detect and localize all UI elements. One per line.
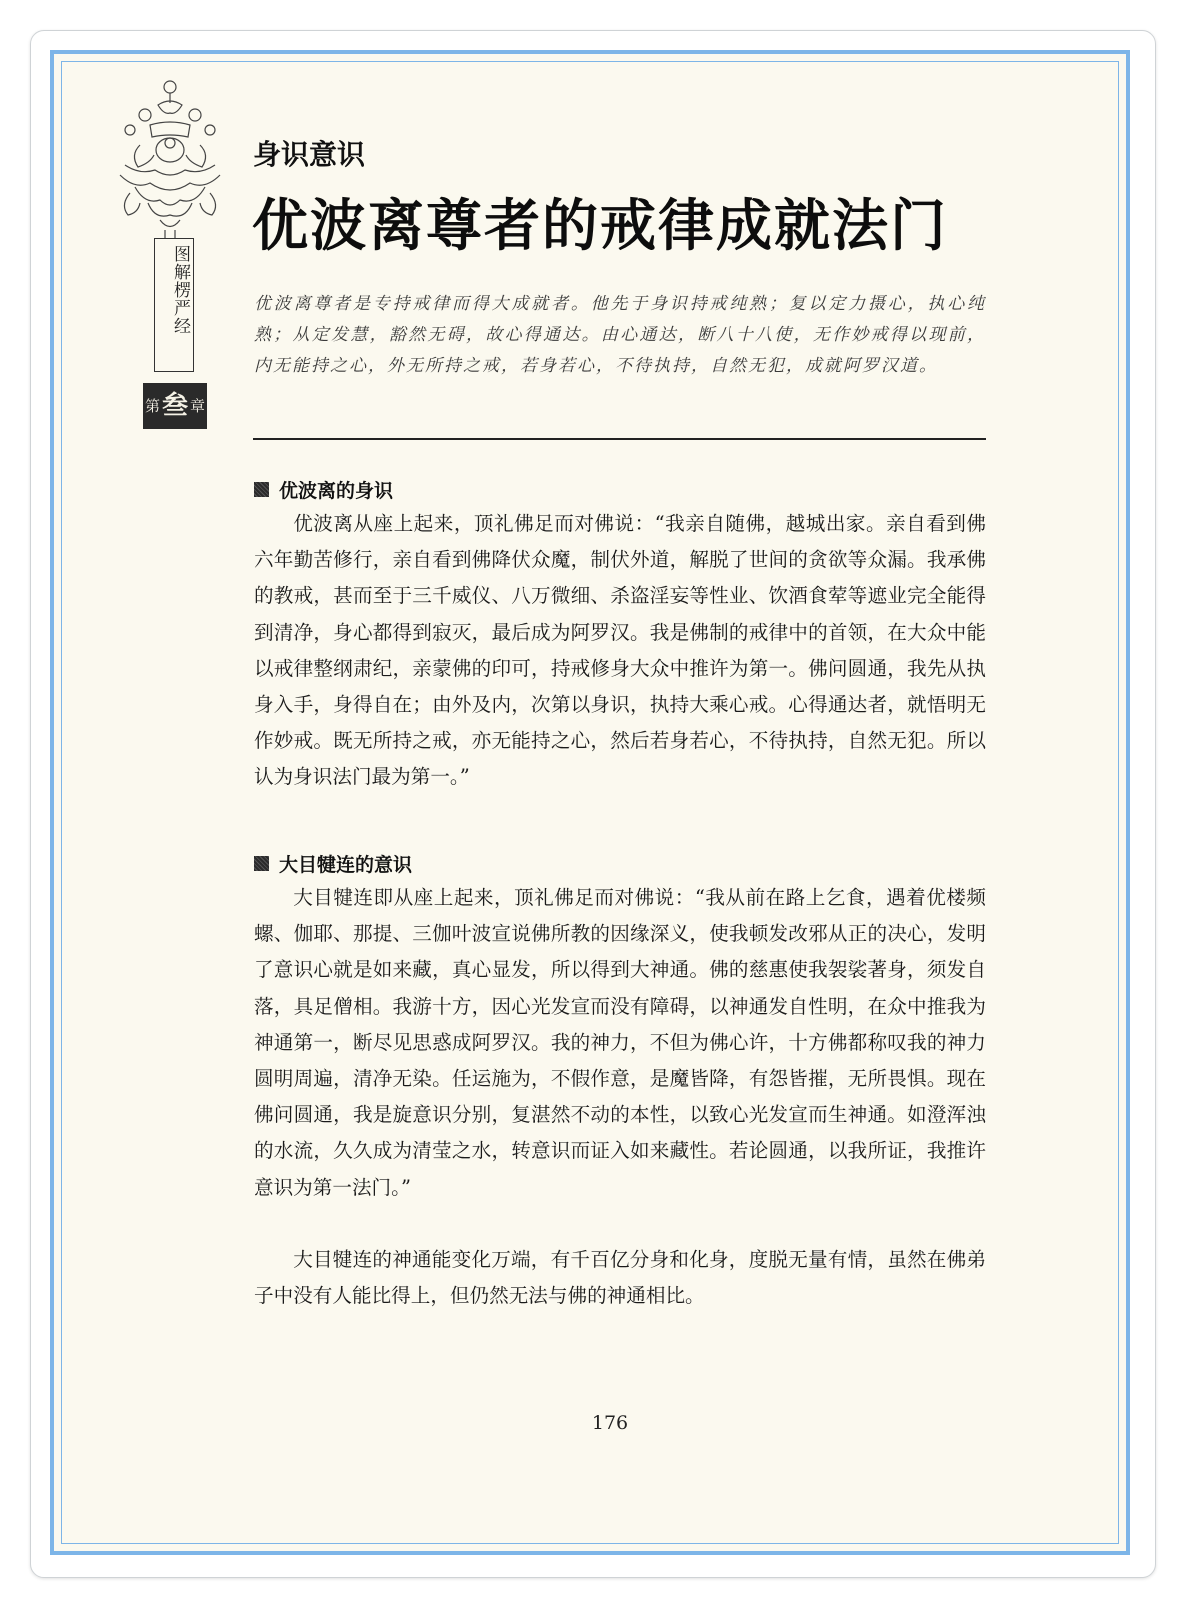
title-divider [253, 438, 986, 440]
section-bullet-icon [254, 482, 269, 497]
chapter-prefix: 第 [144, 397, 160, 415]
section-heading-text: 优波离的身识 [279, 480, 394, 502]
section-heading [254, 476, 393, 503]
body-paragraph: 大目犍连即从座上起来，顶礼佛足而对佛说：“我从前在路上乞食，遇着优楼频螺、伽耶、那提、三伽叶波宣说佛所教的因缘深义，使我顿发改邪从正的决心，发明了意识心就是如来藏，真心显发，所以得到大神通。佛的慈惠使我袈裟著身，须发自落，具足僧相。我游十方，因心光发宣而没有障碍，以神通发自性明，在众中推我为神通第一，断尽见思惑成阿罗汉。我的神力，不但为佛心许，十方佛都称叹我的神力圆明周遍，清净无染。任运施为，不假作意，是魔皆降，有怨皆摧，无所畏惧。现在佛问圆通，我是旋意识分别，复湛然不动的本性，以致心光发宣而生神通。如澄浑浊的水流，久久成为清莹之水，转意识而证入如来藏性。若论圆通，以我所证，我推许意识为第一法门。” [254, 886, 986, 1199]
body-paragraph: 大目犍连的神通能变化万端，有千百亿分身和化身，度脱无量有情，虽然在佛弟子中没有人能比得上，但仍然无法与佛的神通相比。 [254, 1248, 986, 1308]
page-title: 优波离尊者的戒律成就法门 [252, 193, 948, 259]
page-subtitle: 身识意识 [253, 138, 366, 171]
section-heading-text: 大目犍连的意识 [279, 854, 413, 876]
page-frame-inner-line [61, 61, 1119, 1544]
chapter-suffix: 章 [190, 397, 206, 415]
section-heading [254, 850, 412, 877]
chapter-number: 叁 [161, 391, 188, 421]
page-frame [50, 50, 1130, 1555]
chapter-badge [143, 383, 207, 429]
page-number: 176 [591, 1412, 629, 1434]
intro-summary: 优波离尊者是专持戒律而得大成就者。他先于身识持戒纯熟；复以定力摄心，执心纯熟；从定发慧，豁然无碍，故心得通达。由心通达，断八十八使，无作妙戒得以现前，内无能持之心，外无所持之戒，若身若心，不待执持，自然无犯，成就阿罗汉道。 [254, 294, 986, 376]
body-paragraph: 优波离从座上起来，顶礼佛足而对佛说：“我亲自随佛，越城出家。亲自看到佛六年勤苦修行，亲自看到佛降伏众魔，制伏外道，解脱了世间的贪欲等众漏。我承佛的教戒，甚而至于三千威仪、八万微细、杀盗淫妄等性业、饮酒食荤等遮业完全能得到清净，身心都得到寂灭，最后成为阿罗汉。我是佛制的戒律中的首领，在大众中能以戒律整纲肃纪，亲蒙佛的印可，持戒修身大众中推许为第一。佛问圆通，我先从执身入手，身得自在；由外及内，次第以身识，执持大乘心戒。心得通达者，就悟明无作妙戒。既无所持之戒，亦无能持之心，然后若身若心，不待执持，自然无犯。所以认为身识法门最为第一。” [254, 512, 986, 789]
book-series-label [154, 238, 194, 372]
book-series-label-text: 图解楞严经 [170, 245, 190, 335]
section-bullet-icon [254, 856, 269, 871]
